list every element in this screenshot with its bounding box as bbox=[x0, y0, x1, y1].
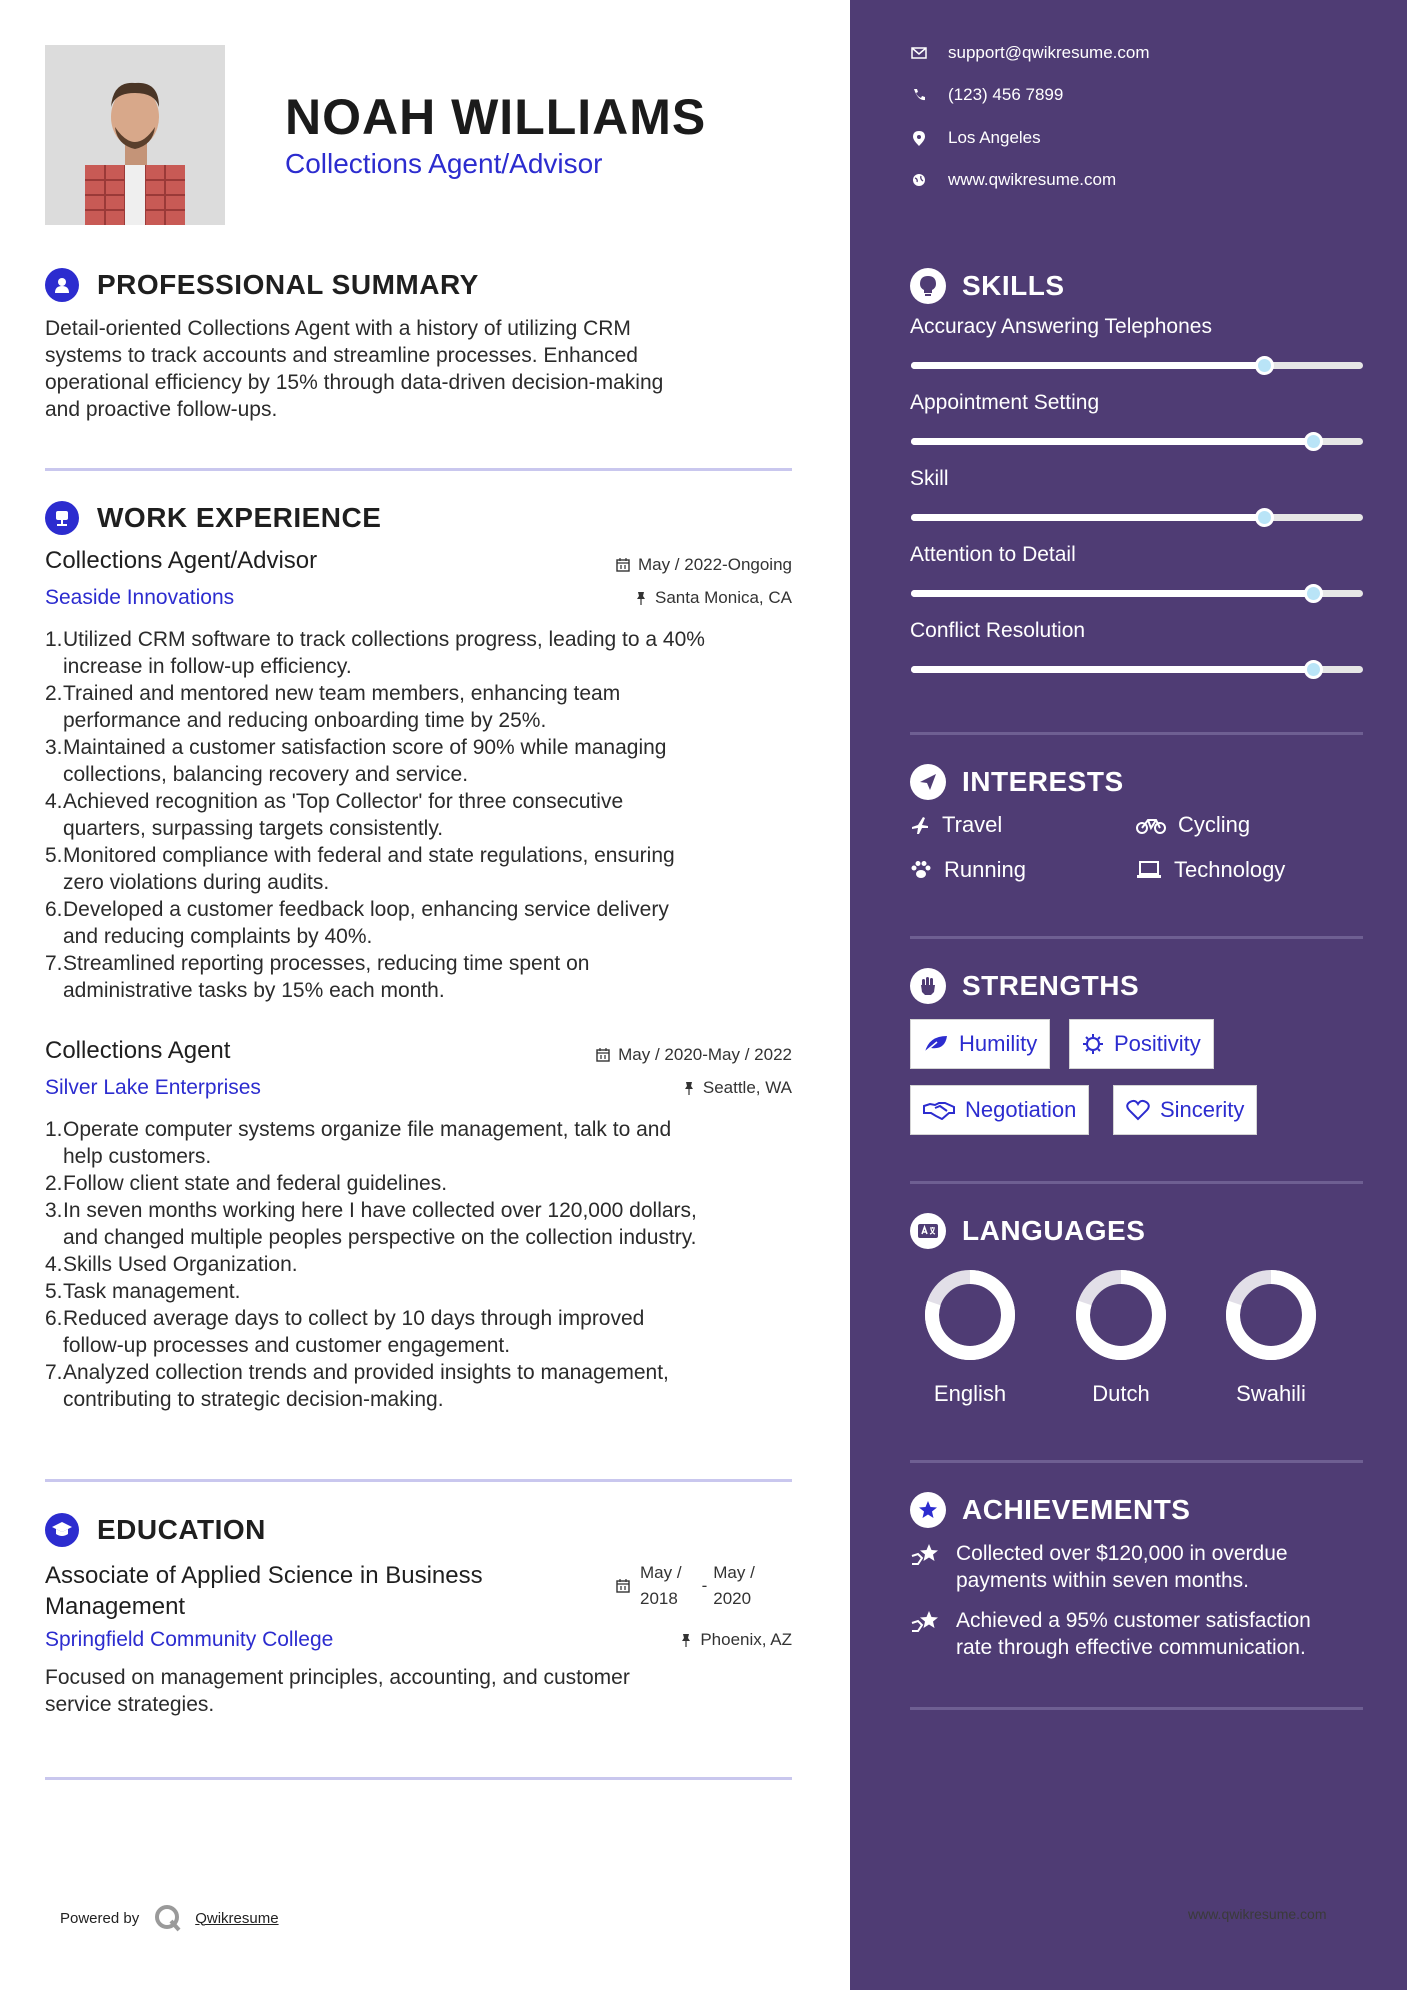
globe-icon bbox=[912, 173, 926, 187]
translate-icon bbox=[910, 1213, 946, 1249]
pin-icon bbox=[680, 1633, 692, 1647]
item-line: administrative tasks by 15% each month. bbox=[63, 979, 445, 1002]
education-heading bbox=[45, 1513, 266, 1547]
email-text[interactable]: support@qwikresume.com bbox=[948, 43, 1150, 62]
skill-bar bbox=[911, 438, 1363, 445]
summary-line: and proactive follow-ups. bbox=[45, 398, 278, 421]
map-pin-icon bbox=[913, 131, 925, 146]
strength-label: Negotiation bbox=[965, 1097, 1077, 1122]
handshake-icon bbox=[923, 1100, 955, 1120]
item-line: increase in follow-up efficiency. bbox=[63, 655, 352, 678]
skill-bar bbox=[911, 514, 1363, 521]
summary-heading-label: PROFESSIONAL SUMMARY bbox=[97, 269, 479, 300]
sun-icon bbox=[1082, 1033, 1104, 1055]
strength-tag bbox=[1069, 1019, 1214, 1069]
item-line: performance and reducing onboarding time by 25%. bbox=[63, 709, 547, 732]
job-title: Collections Agent bbox=[45, 1037, 231, 1064]
divider bbox=[45, 1777, 792, 1780]
skill-bar-fill bbox=[911, 362, 1264, 369]
contact-phone bbox=[910, 85, 1063, 105]
leaf-icon bbox=[923, 1034, 949, 1054]
list-item bbox=[45, 842, 805, 896]
job-location bbox=[683, 1078, 792, 1098]
achievement-line: payments within seven months. bbox=[956, 1569, 1249, 1592]
experience-heading bbox=[45, 501, 381, 535]
item-line: contributing to strategic decision-making. bbox=[63, 1388, 444, 1411]
experience-heading-label: WORK EXPERIENCE bbox=[97, 502, 382, 533]
star-badge-icon bbox=[910, 1492, 946, 1528]
item-line: Task management. bbox=[63, 1280, 241, 1303]
interest-item bbox=[1136, 812, 1250, 838]
profile-photo bbox=[45, 45, 225, 225]
item-line: quarters, surpassing targets consistently. bbox=[63, 817, 444, 840]
job-location bbox=[635, 588, 792, 608]
degree-line: Associate of Applied Science in Business bbox=[45, 1562, 483, 1589]
item-line: Operate computer systems organize file management, talk to and bbox=[63, 1118, 672, 1141]
item-line: Developed a customer feedback loop, enhancing service delivery bbox=[63, 898, 669, 921]
interest-item bbox=[1136, 857, 1285, 883]
achievement-item bbox=[910, 1540, 1370, 1594]
achievement-item bbox=[910, 1607, 1370, 1661]
strengths-heading-label: STRENGTHS bbox=[962, 970, 1140, 1001]
date-separator: - bbox=[701, 1576, 708, 1595]
item-number: 7. bbox=[45, 952, 63, 975]
list-item bbox=[45, 1359, 805, 1413]
fist-icon bbox=[910, 968, 946, 1004]
divider bbox=[45, 1479, 792, 1482]
skill-name: Conflict Resolution bbox=[910, 619, 1086, 642]
pin-icon bbox=[683, 1081, 695, 1095]
item-line: Utilized CRM software to track collections progress, leading to a 40% bbox=[63, 628, 705, 651]
item-number: 4. bbox=[45, 1253, 63, 1276]
item-number: 2. bbox=[45, 682, 63, 705]
strength-tag bbox=[910, 1019, 1050, 1069]
list-item bbox=[45, 1170, 805, 1197]
item-number: 5. bbox=[45, 844, 63, 867]
school-name: Springfield Community College bbox=[45, 1628, 334, 1651]
skills-heading-label: SKILLS bbox=[962, 270, 1065, 301]
achievement-line: Achieved a 95% customer satisfaction bbox=[956, 1609, 1311, 1632]
language-name: English bbox=[933, 1381, 1007, 1406]
interest-item bbox=[910, 857, 1026, 883]
language-item bbox=[910, 1266, 1030, 1407]
item-line: Monitored compliance with federal and state regulations, ensuring bbox=[63, 844, 675, 867]
skill-name: Skill bbox=[910, 467, 949, 490]
job-dates-text: May / 2022-Ongoing bbox=[637, 555, 792, 574]
qwikresume-link[interactable]: Qwikresume bbox=[195, 1909, 279, 1927]
item-line: follow-up processes and customer engagement. bbox=[63, 1334, 511, 1357]
job-bullets bbox=[45, 1116, 805, 1413]
start-year: 2018 bbox=[640, 1589, 678, 1608]
list-item bbox=[45, 1116, 805, 1170]
list-item bbox=[45, 1197, 805, 1251]
candidate-title: Collections Agent/Advisor bbox=[285, 148, 603, 179]
job-dates bbox=[616, 555, 792, 575]
heart-icon bbox=[1126, 1099, 1150, 1121]
item-number: 3. bbox=[45, 1199, 63, 1222]
language-item bbox=[1061, 1266, 1181, 1407]
paw-icon bbox=[910, 860, 932, 880]
item-line: and changed multiple peoples perspective on the collection industry. bbox=[63, 1226, 697, 1249]
degree-title bbox=[45, 1560, 483, 1622]
list-item bbox=[45, 626, 805, 680]
language-level-ring bbox=[1222, 1266, 1320, 1364]
divider bbox=[45, 468, 792, 471]
location-text: Los Angeles bbox=[948, 128, 1041, 147]
languages-heading bbox=[910, 1213, 1145, 1249]
end-month: May / bbox=[713, 1563, 755, 1582]
bicycle-icon bbox=[1136, 815, 1166, 835]
item-number: 2. bbox=[45, 1172, 63, 1195]
skill-bar bbox=[911, 590, 1363, 597]
interests-heading bbox=[910, 764, 1124, 800]
powered-by-label: Powered by bbox=[60, 1909, 140, 1927]
list-item bbox=[45, 788, 805, 842]
item-number: 4. bbox=[45, 790, 63, 813]
contact-website bbox=[910, 170, 1116, 190]
summary-line: operational efficiency by 15% through data-driven decision-making bbox=[45, 371, 664, 394]
skills-heading bbox=[910, 268, 1065, 304]
education-description bbox=[45, 1664, 795, 1718]
interest-label: Travel bbox=[942, 812, 1003, 837]
job-dates bbox=[596, 1045, 792, 1065]
language-level-ring bbox=[921, 1266, 1019, 1364]
language-level-ring bbox=[1072, 1266, 1170, 1364]
achievements-heading-label: ACHIEVEMENTS bbox=[962, 1494, 1191, 1525]
strength-tag bbox=[1113, 1085, 1257, 1135]
pin-icon bbox=[635, 591, 647, 605]
laptop-icon bbox=[1136, 860, 1162, 880]
education-desc-line: service strategies. bbox=[45, 1693, 215, 1716]
item-number: 5. bbox=[45, 1280, 63, 1303]
list-item bbox=[45, 1251, 805, 1278]
briefcase-icon bbox=[45, 501, 79, 535]
phone-text: (123) 456 7899 bbox=[948, 85, 1064, 104]
divider bbox=[910, 732, 1363, 735]
divider bbox=[910, 1181, 1363, 1184]
envelope-icon bbox=[911, 47, 927, 59]
education-dates bbox=[616, 1560, 755, 1612]
footer-site[interactable]: www.qwikresume.com bbox=[1188, 1906, 1327, 1922]
strength-label: Humility bbox=[959, 1031, 1038, 1056]
item-line: Analyzed collection trends and provided insights to management, bbox=[63, 1361, 669, 1384]
item-number: 3. bbox=[45, 736, 63, 759]
item-line: Reduced average days to collect by 10 days through improved bbox=[63, 1307, 645, 1330]
interest-label: Cycling bbox=[1178, 812, 1251, 837]
achievements-heading bbox=[910, 1492, 1190, 1528]
contact-email bbox=[910, 43, 1150, 63]
list-item bbox=[45, 734, 805, 788]
item-line: Skills Used Organization. bbox=[63, 1253, 298, 1276]
company-name: Seaside Innovations bbox=[45, 586, 235, 609]
education-desc-line: Focused on management principles, accounting, and customer bbox=[45, 1666, 630, 1689]
item-line: help customers. bbox=[63, 1145, 212, 1168]
list-item bbox=[45, 1305, 805, 1359]
languages-heading-label: LANGUAGES bbox=[962, 1215, 1146, 1246]
plane-icon bbox=[910, 815, 930, 835]
skill-name: Appointment Setting bbox=[910, 391, 1100, 414]
item-number: 7. bbox=[45, 1361, 63, 1384]
list-item bbox=[45, 896, 805, 950]
paper-plane-icon bbox=[910, 764, 946, 800]
item-line: Follow client state and federal guidelines. bbox=[63, 1172, 448, 1195]
item-line: In seven months working here I have collected over 120,000 dollars, bbox=[63, 1199, 697, 1222]
item-number: 6. bbox=[45, 898, 63, 921]
strength-label: Positivity bbox=[1114, 1031, 1201, 1056]
contact-location bbox=[910, 128, 1041, 148]
strengths-heading bbox=[910, 968, 1139, 1004]
star-hand-icon bbox=[910, 1542, 942, 1570]
education-location-text: Phoenix, AZ bbox=[700, 1630, 792, 1649]
achievement-line: Collected over $120,000 in overdue bbox=[956, 1542, 1288, 1565]
website-text[interactable]: www.qwikresume.com bbox=[948, 170, 1117, 189]
item-line: Streamlined reporting processes, reducing time spent on bbox=[63, 952, 590, 975]
list-item bbox=[45, 1278, 805, 1305]
item-number: 1. bbox=[45, 1118, 63, 1141]
job-bullets bbox=[45, 626, 805, 1004]
divider bbox=[910, 936, 1363, 939]
divider bbox=[910, 1707, 1363, 1710]
list-item bbox=[45, 950, 805, 1004]
item-line: collections, balancing recovery and service. bbox=[63, 763, 469, 786]
skill-bar-fill bbox=[911, 438, 1313, 445]
skill-name: Attention to Detail bbox=[910, 543, 1076, 566]
job-dates-text: May / 2020-May / 2022 bbox=[618, 1045, 792, 1064]
summary-line: Detail-oriented Collections Agent with a history of utilizing CRM bbox=[45, 317, 631, 340]
company-name: Silver Lake Enterprises bbox=[45, 1076, 261, 1099]
user-icon bbox=[45, 268, 79, 302]
qwikresume-logo-icon bbox=[153, 1903, 183, 1933]
language-item bbox=[1211, 1266, 1331, 1407]
item-line: zero violations during audits. bbox=[63, 871, 330, 894]
skill-bar-fill bbox=[911, 666, 1313, 673]
start-month: May / bbox=[640, 1563, 682, 1582]
star-hand-icon bbox=[910, 1609, 942, 1637]
job-location-text: Santa Monica, CA bbox=[654, 588, 792, 607]
skill-bar bbox=[911, 362, 1363, 369]
education-location bbox=[680, 1630, 792, 1650]
item-number: 6. bbox=[45, 1307, 63, 1330]
language-name: Swahili bbox=[1236, 1381, 1306, 1406]
degree-line: Management bbox=[45, 1593, 186, 1620]
summary-text bbox=[45, 315, 795, 423]
divider bbox=[910, 1460, 1363, 1463]
summary-heading bbox=[45, 268, 479, 302]
calendar-icon bbox=[616, 1579, 630, 1593]
interests-heading-label: INTERESTS bbox=[962, 766, 1124, 797]
strength-tag bbox=[910, 1085, 1089, 1135]
item-line: Trained and mentored new team members, enhancing team bbox=[63, 682, 621, 705]
lightbulb-icon bbox=[910, 268, 946, 304]
skill-bar-knob bbox=[1255, 508, 1274, 527]
calendar-icon bbox=[616, 558, 630, 572]
skill-bar-fill bbox=[911, 590, 1313, 597]
interest-label: Running bbox=[944, 857, 1026, 882]
skill-bar-fill bbox=[911, 514, 1264, 521]
job-title: Collections Agent/Advisor bbox=[45, 547, 318, 574]
interest-item bbox=[910, 812, 1002, 838]
language-name: Dutch bbox=[1092, 1381, 1150, 1406]
summary-line: systems to track accounts and streamline processes. Enhanced bbox=[45, 344, 638, 367]
skill-name: Accuracy Answering Telephones bbox=[910, 315, 1212, 338]
job-location-text: Seattle, WA bbox=[702, 1078, 792, 1097]
calendar-icon bbox=[596, 1048, 610, 1062]
candidate-name: NOAH WILLIAMS bbox=[285, 89, 707, 145]
powered-by bbox=[60, 1903, 279, 1933]
item-line: Maintained a customer satisfaction score of 90% while managing bbox=[63, 736, 667, 759]
skill-bar-knob bbox=[1255, 356, 1274, 375]
graduation-cap-icon bbox=[45, 1513, 79, 1547]
achievement-line: rate through effective communication. bbox=[956, 1636, 1306, 1659]
skill-bar bbox=[911, 666, 1363, 673]
phone-icon bbox=[912, 88, 926, 102]
item-line: Achieved recognition as 'Top Collector' for three consecutive bbox=[63, 790, 624, 813]
end-year: 2020 bbox=[713, 1589, 752, 1608]
item-line: and reducing complaints by 40%. bbox=[63, 925, 373, 948]
education-heading-label: EDUCATION bbox=[97, 1514, 266, 1545]
item-number: 1. bbox=[45, 628, 63, 651]
list-item bbox=[45, 680, 805, 734]
strength-label: Sincerity bbox=[1160, 1097, 1245, 1122]
interest-label: Technology bbox=[1174, 857, 1286, 882]
